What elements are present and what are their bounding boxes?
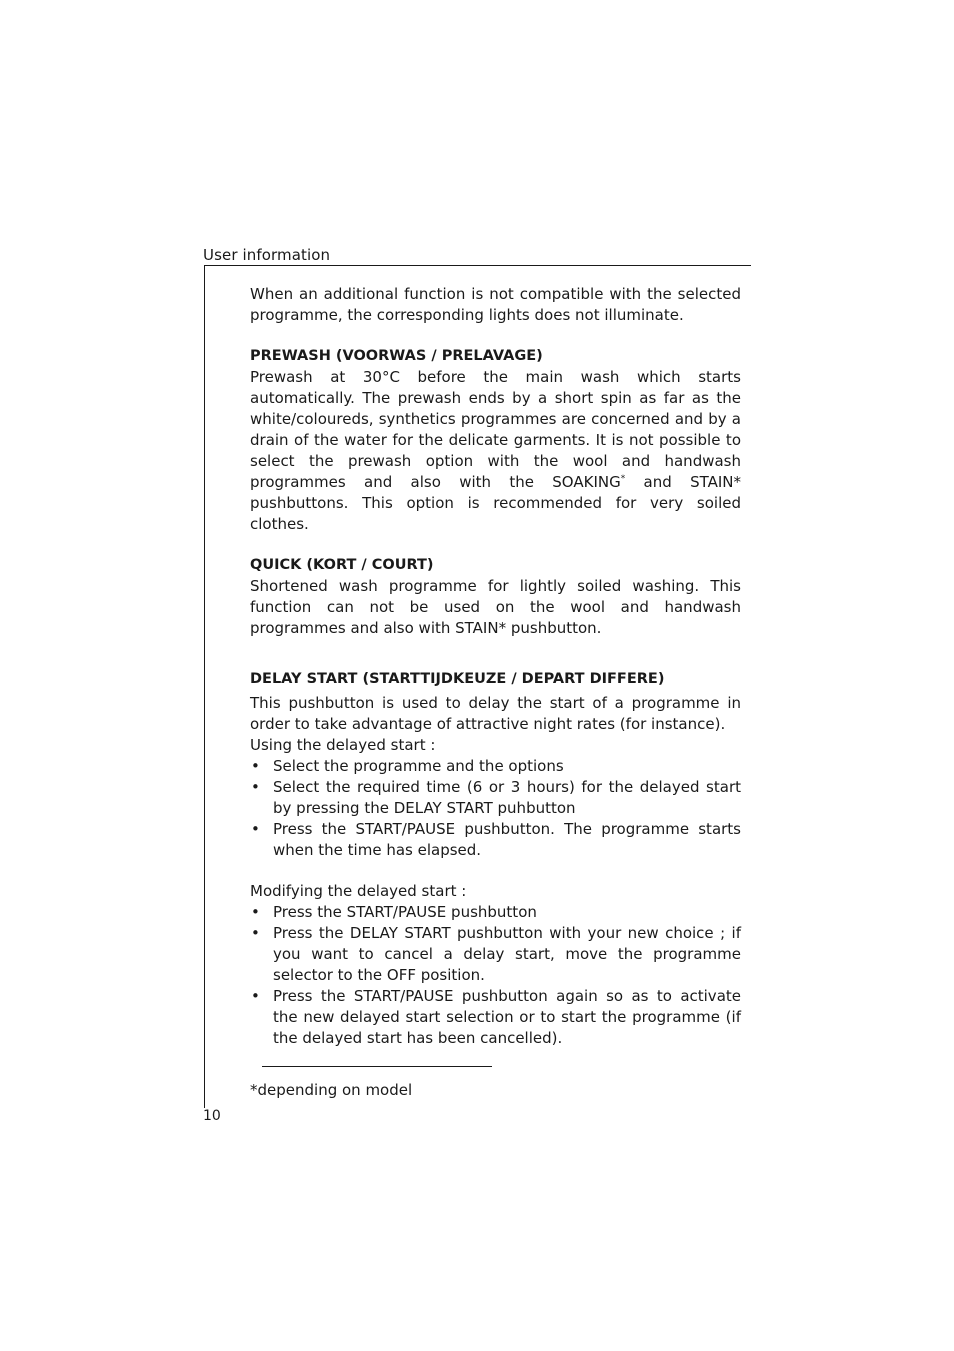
list-item xyxy=(250,986,741,1049)
quick-heading: QUICK (KORT / COURT) xyxy=(250,557,434,573)
footnote-rule xyxy=(262,1066,492,1067)
list-item-text: Select the programme and the options xyxy=(273,757,564,775)
bullet-icon: • xyxy=(251,924,260,942)
bullet-icon: • xyxy=(251,778,260,796)
bullet-icon: • xyxy=(251,820,260,838)
delay-section xyxy=(250,669,741,1049)
quick-text: Shortened wash programme for lightly soiled washing. This function can not be used on the wool and handwash programmes and also with STAIN* pushbutton. xyxy=(250,577,741,637)
list-item xyxy=(250,923,741,986)
list-item-text: Press the START/PAUSE pushbutton. The programme starts when the time has elapsed. xyxy=(273,820,741,859)
footnote: *depending on model xyxy=(250,1081,413,1099)
using-delayed-start xyxy=(250,735,741,861)
list-item-text: Press the START/PAUSE pushbutton again so as to activate the new delayed start selection or to start the programme (if the delayed start has been cancelled). xyxy=(273,987,741,1047)
page-content xyxy=(250,284,741,1049)
list-item-text: Press the START/PAUSE pushbutton xyxy=(273,903,537,921)
using-label: Using the delayed start : xyxy=(250,736,436,754)
prewash-heading: PREWASH (VOORWAS / PRELAVAGE) xyxy=(250,348,543,364)
page-number: 10 xyxy=(203,1108,221,1124)
prewash-text xyxy=(250,367,741,535)
modifying-label: Modifying the delayed start : xyxy=(250,882,467,900)
intro-paragraph: When an additional function is not compatible with the selected programme, the corresponding lights does not illuminate. xyxy=(250,285,741,324)
prewash-text-end: and STAIN* pushbuttons. This option is recommended for very soiled clothes. xyxy=(250,473,741,533)
modifying-list xyxy=(250,902,741,1049)
list-item xyxy=(250,756,741,777)
prewash-text-main: Prewash at 30°C before the main wash which starts automatically. The prewash ends by a short spin as far as the white/coloureds, synthetics programmes are concerned and by a drain of the water for the delicate garments. It is not possible to select the prewash option with the wool and handwash programmes and also with the SOAKING xyxy=(250,368,741,491)
list-item-text: Select the required time (6 or 3 hours) for the delayed start by pressing the DELAY START puhbutton xyxy=(273,778,741,817)
prewash-section xyxy=(250,346,741,535)
delay-text: This pushbutton is used to delay the start of a programme in order to take advantage of attractive night rates (for instance). xyxy=(250,694,741,733)
delay-heading: DELAY START (STARTTIJDKEUZE / DEPART DIFFERE) xyxy=(250,671,665,687)
list-item-text: Press the DELAY START pushbutton with your new choice ; if you want to cancel a delay start, move the programme selector to the OFF position. xyxy=(273,924,741,984)
footnote-marker: * xyxy=(620,474,626,484)
margin-rule xyxy=(204,265,205,1108)
list-item xyxy=(250,819,741,861)
quick-section xyxy=(250,555,741,639)
header-rule xyxy=(204,265,751,266)
using-list xyxy=(250,756,741,861)
list-item xyxy=(250,777,741,819)
section-label: User information xyxy=(203,246,331,264)
list-item xyxy=(250,902,741,923)
bullet-icon: • xyxy=(251,987,260,1005)
bullet-icon: • xyxy=(251,903,260,921)
modifying-delayed-start xyxy=(250,881,741,1049)
bullet-icon: • xyxy=(251,757,260,775)
